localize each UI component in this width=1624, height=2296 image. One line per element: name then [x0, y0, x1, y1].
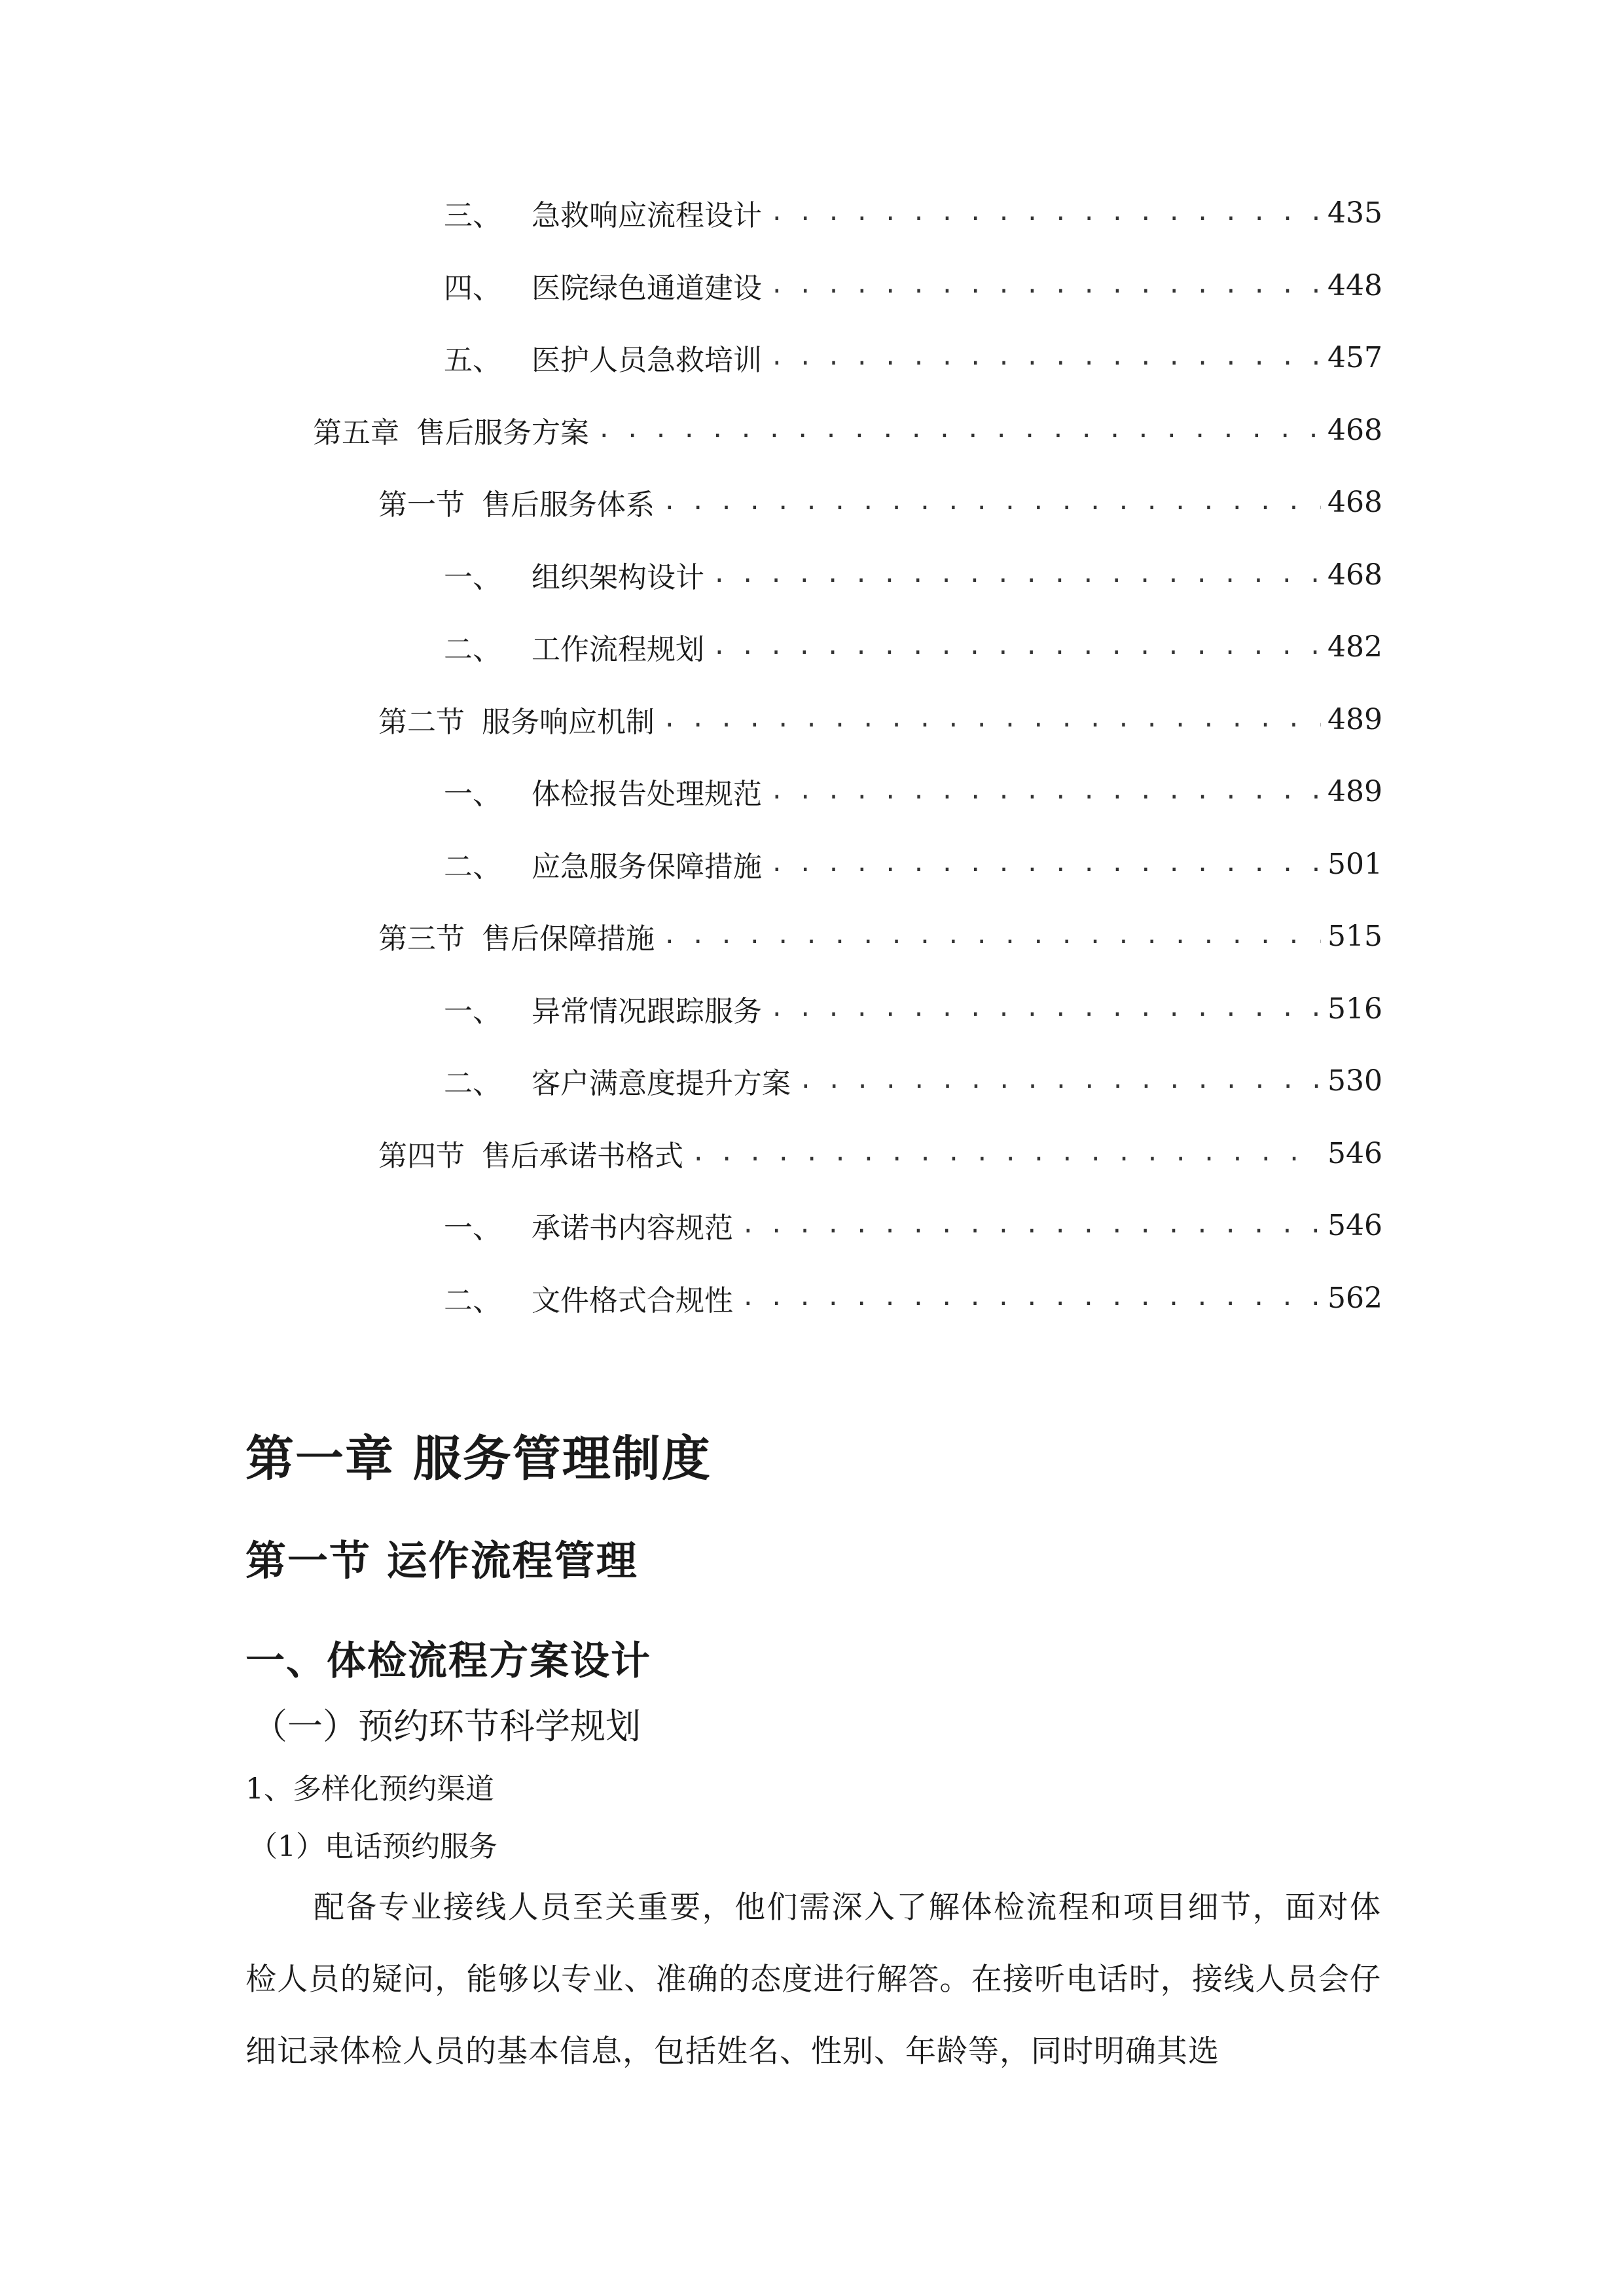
toc-leader-dots — [770, 841, 1321, 887]
toc-entry-page: 468 — [1327, 558, 1382, 592]
toc-entry[interactable] — [444, 1058, 1380, 1103]
toc-entry-number: 一、 — [444, 561, 501, 594]
toc-entry-number: 一、 — [444, 995, 501, 1028]
toc-entry[interactable] — [444, 841, 1380, 887]
toc-entry-title: 客户满意度提升方案 — [532, 1067, 791, 1100]
toc-entry-number: 第四节 — [378, 1139, 465, 1173]
toc-leader-dots — [662, 479, 1321, 525]
toc-entry-page: 546 — [1327, 1208, 1382, 1242]
toc-entry-title: 售后服务体系 — [482, 488, 655, 522]
toc-entry-title: 应急服务保障措施 — [532, 850, 762, 884]
toc-entry[interactable] — [444, 1275, 1380, 1321]
toc-entry-title: 售后保障措施 — [482, 922, 655, 956]
toc-entry-page: 435 — [1327, 196, 1382, 230]
toc-entry-number: 五、 — [444, 344, 501, 377]
toc-entry-number: 三、 — [444, 199, 501, 232]
toc-entry-page: 468 — [1327, 485, 1382, 519]
toc-leader-dots — [662, 913, 1321, 959]
toc-entry-title: 急救响应流程设计 — [532, 199, 762, 232]
toc-entry[interactable] — [444, 262, 1380, 308]
item-heading: 1、多样化预约渠道 — [245, 1772, 494, 1806]
toc-entry[interactable] — [444, 190, 1380, 236]
toc-entry-title: 工作流程规划 — [532, 633, 704, 666]
toc-entry-title: 售后承诺书格式 — [482, 1139, 683, 1173]
sub-heading: （一）预约环节科学规划 — [252, 1706, 641, 1747]
toc-entry-page: 448 — [1327, 268, 1382, 302]
toc-leader-dots — [712, 624, 1321, 670]
toc-entry-page: 562 — [1327, 1281, 1382, 1315]
toc-entry-number: 四、 — [444, 272, 501, 305]
toc-entry-page: 489 — [1327, 702, 1382, 736]
chapter-heading: 第一章 服务管理制度 — [245, 1431, 712, 1487]
toc-leader-dots — [741, 1202, 1321, 1248]
toc-entry-number: 一、 — [444, 778, 501, 811]
toc-entry-title: 体检报告处理规范 — [532, 778, 762, 811]
toc-entry-page: 489 — [1327, 774, 1382, 808]
toc-leader-dots — [770, 262, 1321, 308]
toc-entry-page: 546 — [1327, 1136, 1382, 1170]
toc-entry[interactable] — [378, 696, 1380, 742]
toc-entry-title: 医护人员急救培训 — [532, 344, 762, 377]
toc-entry-title: 文件格式合规性 — [532, 1284, 733, 1318]
toc-entry-title: 异常情况跟踪服务 — [532, 995, 762, 1028]
toc-entry-title: 售后服务方案 — [416, 416, 589, 450]
toc-entry-page: 515 — [1327, 919, 1382, 953]
body-paragraph: 配备专业接线人员至关重要，他们需深入了解体检流程和项目细节，面对体检人员的疑问，能够以专业、准确的态度进行解答。在接听电话时，接线人员会仔细记录体检人员的基本信息，包括姓名、性别、年龄等，同时明确其选 — [245, 1890, 1381, 2070]
toc-entry-number: 第一节 — [378, 488, 465, 522]
toc-entry-page: 457 — [1327, 340, 1382, 374]
toc-leader-dots — [662, 696, 1321, 742]
toc-entry-page: 516 — [1327, 992, 1382, 1026]
toc-entry[interactable] — [444, 334, 1380, 380]
subitem-heading: （1）电话预约服务 — [249, 1830, 497, 1863]
toc-leader-dots — [770, 986, 1321, 1031]
toc-entry[interactable] — [378, 1130, 1380, 1176]
toc-entry-number: 一、 — [444, 1211, 501, 1245]
toc-entry-number: 第五章 — [313, 416, 399, 450]
toc-entry-number: 第二节 — [378, 706, 465, 739]
toc-entry-number: 二、 — [444, 1284, 501, 1318]
toc-leader-dots — [741, 1275, 1321, 1321]
toc-leader-dots — [770, 190, 1321, 236]
toc-entry[interactable] — [444, 768, 1380, 814]
toc-leader-dots — [770, 768, 1321, 814]
toc-entry-number: 二、 — [444, 1067, 501, 1100]
toc-entry[interactable] — [378, 479, 1380, 525]
section-heading: 第一节 运作流程管理 — [245, 1537, 638, 1585]
toc-entry[interactable] — [444, 552, 1380, 598]
toc-entry[interactable] — [444, 1202, 1380, 1248]
toc-entry[interactable] — [313, 407, 1380, 453]
toc-leader-dots — [597, 407, 1321, 453]
toc-entry-page: 468 — [1327, 413, 1382, 447]
toc-entry-page: 501 — [1327, 847, 1382, 881]
toc-entry-number: 二、 — [444, 633, 501, 666]
toc-entry-number: 二、 — [444, 850, 501, 884]
toc-entry[interactable] — [378, 913, 1380, 959]
toc-entry-page: 482 — [1327, 630, 1382, 664]
toc-entry-title: 承诺书内容规范 — [532, 1211, 733, 1245]
toc-entry-title: 服务响应机制 — [482, 706, 655, 739]
toc-entry[interactable] — [444, 624, 1380, 670]
toc-entry-number: 第三节 — [378, 922, 465, 956]
toc-leader-dots — [712, 552, 1321, 598]
toc-leader-dots — [770, 334, 1321, 380]
toc-entry-title: 医院绿色通道建设 — [532, 272, 762, 305]
subsection-heading: 一、体检流程方案设计 — [245, 1638, 651, 1684]
toc-entry-title: 组织架构设计 — [532, 561, 704, 594]
toc-leader-dots — [799, 1058, 1321, 1103]
toc-entry-page: 530 — [1327, 1064, 1382, 1098]
toc-entry[interactable] — [444, 986, 1380, 1031]
toc-leader-dots — [691, 1130, 1321, 1176]
